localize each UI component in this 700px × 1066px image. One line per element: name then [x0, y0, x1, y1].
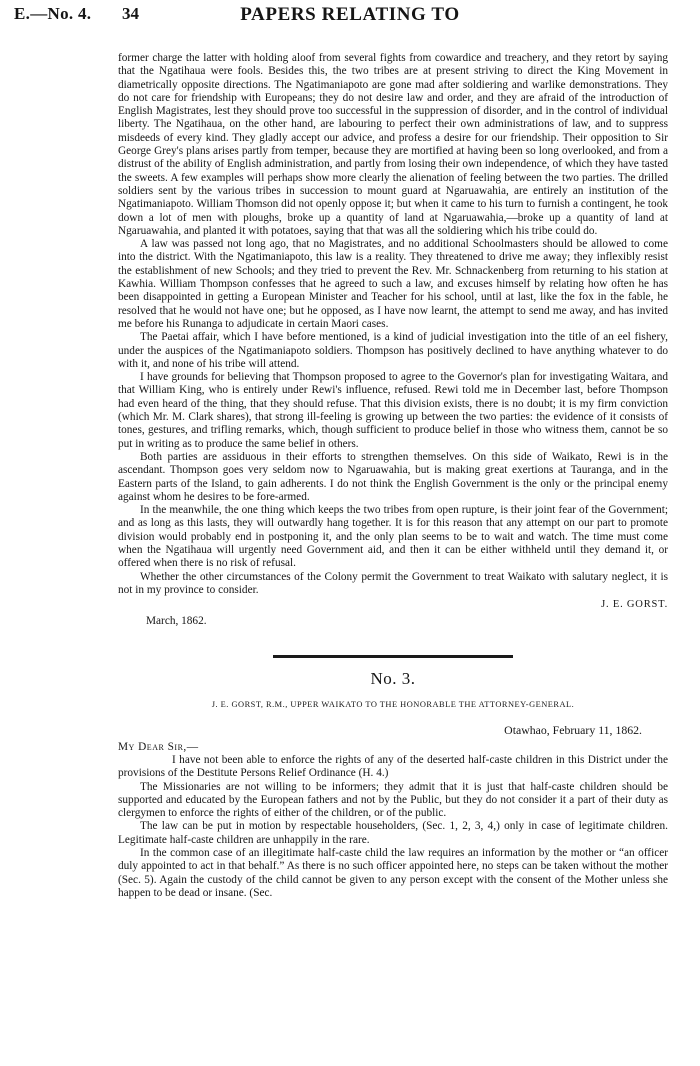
letter-number-heading: No. 3. [370, 668, 416, 688]
letter-place-date: Otawhao, February 11, 1862. [504, 723, 642, 738]
running-title: PAPERS RELATING TO [240, 4, 460, 25]
document-reference: E.—No. 4. [14, 4, 92, 23]
letter-subheading: J. E. GORST, R.M., UPPER WAIKATO TO THE HONORABLE THE ATTORNEY-GENERAL. [211, 700, 575, 710]
paragraph: A law was passed not long ago, that no Magistrates, and no additional Schoolmasters should be allowed to come into the district. With the Ngatimaniapoto, this law is a reality. They threatened to drive me away; they inflexibly resist the establishment of new Schools; and they tried to prevent the Rev. Mr. Schnackenberg from returning to his station at Kawhia. William Thompson confesses that he agreed to such a law, and excuses himself by relating how often he has been disappointed in getting a European Minister and Teacher for his school, until at last, like the fox in the fable, he resolved that he would not have one; but he opposed, as I have now learnt, the attempt to send me away, and has invited me before his Runanga to adjudicate in certain Maori cases. [118, 238, 668, 330]
signature: J. E. GORST. [601, 599, 668, 611]
page-body [118, 52, 668, 900]
paragraph: In the meanwhile, the one thing which keeps the two tribes from open rupture, is their joint fear of the Government; and as long as this lasts, they will outwardly hang together. It is for this reason that any attempt on our part to promote division would probably end in postponing it, and the only plan seems to be to wait and watch. The time must come when the Ngatihaua will urgently need Government aid, and then it can be either withheld until they demand it, or offered when there is no risk of refusal. [118, 504, 668, 570]
paragraph: I have not been able to enforce the rights of any of the deserted half-caste children in this District under the provisions of the Destitute Persons Relief Ordinance (H. 4.) [118, 753, 668, 780]
paragraph: The Missionaries are not willing to be informers; they admit that it is just that half-caste children should be supported and educated by the European fathers and not by the Public, but they do not consider it a part of their duty as clergymen to enforce the rights of either of the children, or of the public. [118, 780, 668, 820]
letter-date: March, 1862. [146, 615, 207, 628]
salutation: My Dear Sir,— [118, 740, 199, 753]
running-header [14, 4, 686, 34]
paragraph: The law can be put in motion by respectable householders, (Sec. 1, 2, 3, 4,) only in case of legitimate children. Legitimate half-caste children are unhappily in the rare. [118, 820, 668, 846]
paragraph: former charge the latter with holding aloof from several fights from cowardice and treachery, and they retort by saying that the Ngatihaua were fools. Besides this, the two tribes are at present striving to direct the King Movement in diametrically opposite directions. The Ngatimaniapoto are gone mad after soldiering and warlike demonstrations. They do not care for friendship with Europeans; they do not desire law and order, and they are afraid of the introduction of English Magistrates, lest they should prove too successful in the suppression of disorder, and in the control of individual liberty. The Ngatihaua, on the other hand, are labouring to perfect their own administrations of law, and to suppress misdeeds of every kind. They gladly accept our advice, and profess a desire for our friendship. Their opposition to Sir George Grey's plans arises partly from temper, because they are mortified at having been so long overlooked, and from a distrust of the ability of English administration, and partly from losing their own independence, of which they have tasted the sweets. A few examples will perhaps show more clearly the alienation of feeling between the two parties. The drilled soldiers sent by the various tribes in succession to mount guard at Ngaruawahia, are entirely an institution of the Ngatimaniapoto. William Thomson did not openly oppose it; but when it came to his turn to furnish a contingent, he took down a lot of men with ploughs, broke up a quantity of land at Ngaruawahia,—broke up a quantity of land at Ngaruawahia, and planted it with potatoes, saying that that was all the soldiering which his tribe could do. [118, 52, 668, 237]
paragraph: Whether the other circumstances of the Colony permit the Government to treat Waikato with salutary neglect, it is not in my province to consider. [118, 570, 668, 596]
section-divider [273, 655, 513, 658]
paragraph: I have grounds for believing that Thompson proposed to agree to the Governor's plan for investigating Waitara, and that William King, who is entirely under Rewi's influence, refused. Rewi told me in December last, before Thompson had even heard of the thing, that they should refuse. That this division exists, there is no doubt; it is my firm conviction (which Mr. M. Clark shares), that strong ill-feeling is growing up between the two parties: the evidence of it consists of tones, gestures, and trifling remarks, which, though sufficient to produce belief in those who witness them, cannot be so put in writing as to produce the same belief in others. [118, 371, 668, 450]
paragraph: The Paetai affair, which I have before mentioned, is a kind of judicial investigation into the title of an eel fishery, under the auspices of the Ngatimaniapoto soldiers. Thompson has positively declined to have anything whatever to do with it, and none of his tribe will attend. [118, 331, 668, 370]
paragraph: In the common case of an illegitimate half-caste child the law requires an information by the mother or “an officer duly appointed to act in that behalf.” As there is no such officer appointed here, no steps can be taken without the mother (Sec. 5). Again the custody of the child cannot be given to any person except with the consent of the Mother unless she happen to be dead or insane. (Sec. [118, 847, 668, 899]
page-number: 34 [122, 4, 139, 23]
paragraph: Both parties are assiduous in their efforts to strengthen themselves. On this side of Waikato, Rewi is in the ascendant. Thompson goes very seldom now to Ngaruawahia, but is making great exertions at Tauranga, and in the Eastern parts of the Island, to gain adherents. I do not think the English Government is the only or the principal enemy against whom he desires to be fore-armed. [118, 450, 668, 503]
